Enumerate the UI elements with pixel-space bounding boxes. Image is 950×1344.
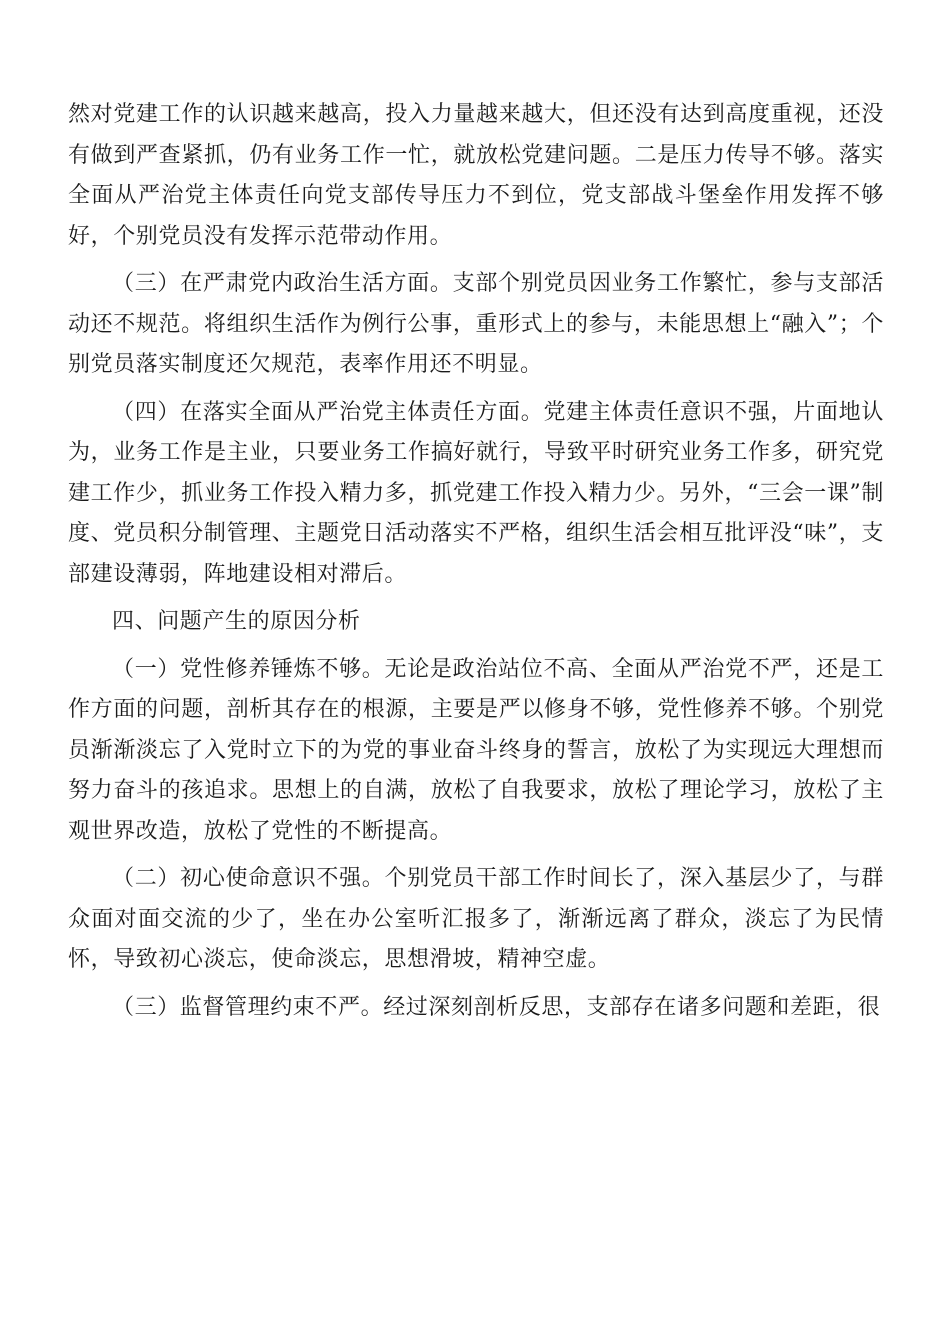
paragraph-cause-2: （二）初心使命意识不强。个别党员干部工作时间长了，深入基层少了，与群众面对面交流的少了，坐在办公室听汇报多了，渐渐远离了群众，淡忘了为民情怀，导致初心淡忘，使命淡忘，思想滑坡，精神空虚。 <box>68 866 884 972</box>
document-body <box>68 95 884 1035</box>
paragraph-cause-3: （三）监督管理约束不严。经过深刻剖析反思，支部存在诸多问题和差距，很 <box>112 994 881 1020</box>
paragraph-cause-1: （一）党性修养锤炼不够。无论是政治站位不高、全面从严治党不严，还是工作方面的问题，剖析其存在的根源，主要是严以修身不够，党性修养不够。个别党员渐渐淡忘了入党时立下的为党的事业奋斗终身的誓言，放松了为实现远大理想而努力奋斗的孩追求。思想上的自满，放松了自我要求，放松了理论学习，放松了主观世界改造，放松了党性的不断提高。 <box>68 656 884 844</box>
paragraph-section-4: （四）在落实全面从严治党主体责任方面。党建主体责任意识不强，片面地认为，业务工作是主业，只要业务工作搞好就行，导致平时研究业务工作多，研究党建工作少，抓业务工作投入精力多，抓党建工作投入精力少。另外，“三会一课”制度、党员积分制管理、主题党日活动落实不严格，组织生活会相互批评没“味”，支部建设薄弱，阵地建设相对滞后。 <box>68 399 884 587</box>
section-heading-cause-analysis: 四、问题产生的原因分析 <box>112 609 361 634</box>
paragraph-section-3: （三）在严肃党内政治生活方面。支部个别党员因业务工作繁忙，参与支部活动还不规范。将组织生活作为例行公事，重形式上的参与，未能思想上“融入”；个别党员落实制度还欠规范，表率作用还不明显。 <box>68 271 884 377</box>
paragraph-continuation: 然对党建工作的认识越来越高，投入力量越来越大，但还没有达到高度重视，还没有做到严查紧抓，仍有业务工作一忙，就放松党建问题。二是压力传导不够。落实全面从严治党主体责任向党支部传导压力不到位，党支部战斗堡垒作用发挥不够好，个别党员没有发挥示范带动作用。 <box>68 102 884 249</box>
